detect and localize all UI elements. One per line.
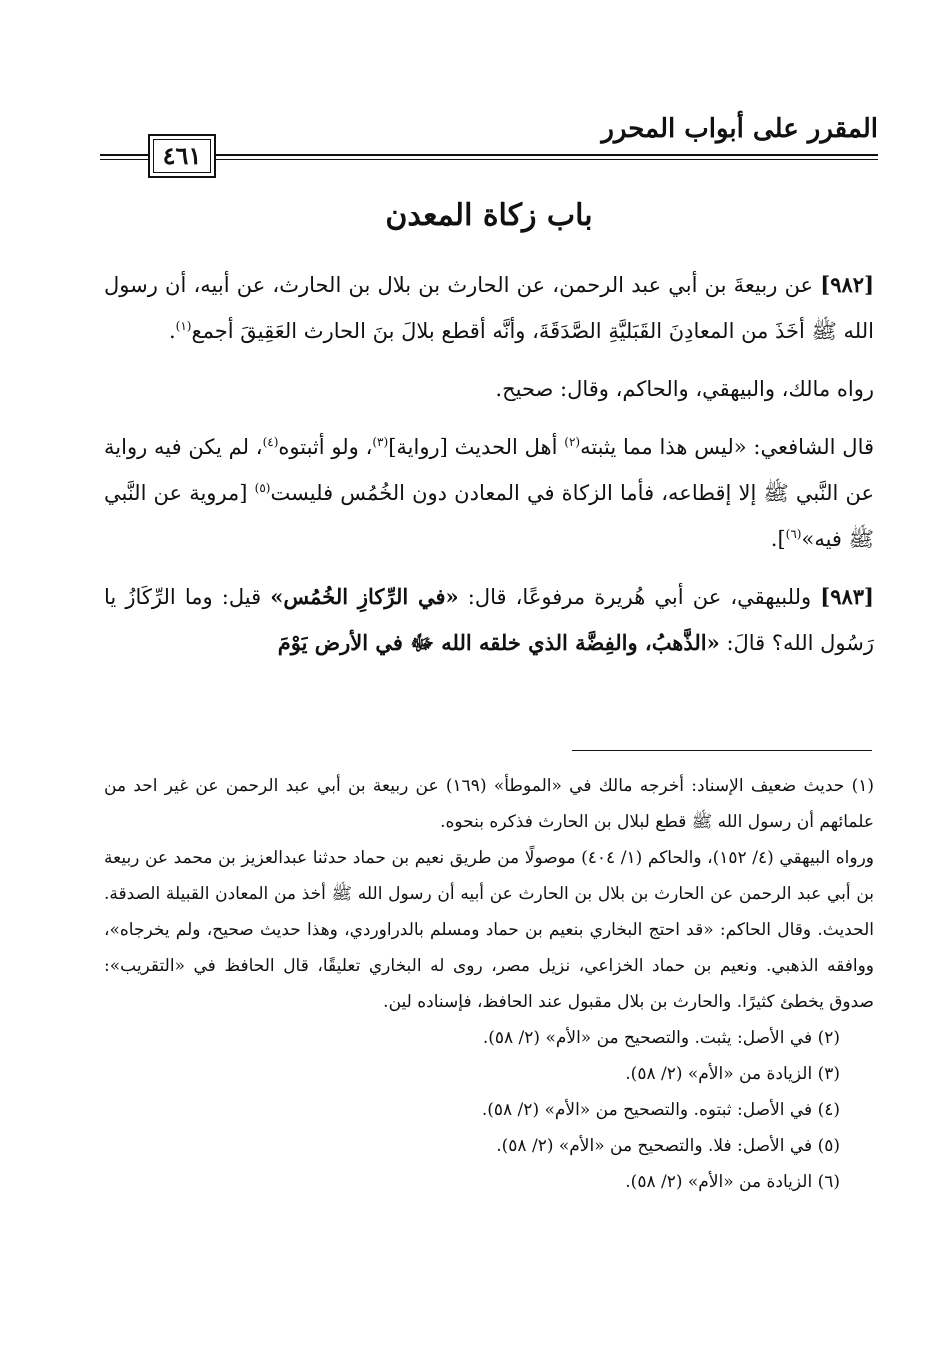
book-title: المقرر على أبواب المحرر xyxy=(601,114,878,144)
page-number: ٤٦١ xyxy=(162,141,202,170)
shafii-quote xyxy=(104,424,874,562)
hadith-number: [٩٨٣] xyxy=(820,584,874,609)
footnotes xyxy=(104,768,874,1200)
hadith-983 xyxy=(104,574,874,666)
narration-line: رواه مالك، والبيهقي، والحاكم، وقال: صحيح. xyxy=(495,377,874,401)
footnote-2: (٢) في الأصل: يثبت. والتصحيح من «الأم» (٢/ ٥٨). xyxy=(482,1028,840,1048)
footnote-1: (١) حديث ضعيف الإسناد: أخرجه مالك في «الموطأ» (١٦٩) عن ربيعة بن أبي عبد الرحمن عن غير احد من علمائهم أن رسول الله ﷺ قطع لبلال بن الحارث فذكره بنحوه. xyxy=(104,776,874,832)
footnote-5: (٥) في الأصل: فلا. والتصحيح من «الأم» (٢/ ٥٨). xyxy=(496,1136,840,1156)
main-text xyxy=(104,262,874,678)
running-header xyxy=(100,112,878,172)
quote-part: ، ولو أثبتوه xyxy=(278,435,373,459)
hadith-text: وللبيهقي، عن أبي هُريرة مرفوعًا، قال: xyxy=(458,585,821,609)
chapter-title: باب زكاة المعدن xyxy=(385,198,593,233)
footnote-ref-4: (٤) xyxy=(262,435,279,449)
quote-part: أهل الحديث [رواية] xyxy=(388,435,565,459)
hadith-text: عن ربيعةَ بن أبي عبد الرحمن، عن الحارث بن بلال بن الحارث، عن أبيه، أن رسول الله ﷺ أخَذَ من المعادِنَ القَبَليَّةِ الصَّدَقَةَ، وأنَّه أقطع بلالَ بنَ الحارث العَقِيقَ أجمع xyxy=(104,273,874,343)
header-rule-thin xyxy=(100,159,878,160)
hadith-982 xyxy=(104,262,874,354)
hadith-quote: «الذَّهبُ، والفِضَّة الذي خلقه الله ﷻ في الأرض يَوْمَ xyxy=(277,630,720,655)
footnote-ref-3: (٣) xyxy=(372,435,389,449)
hadith-number: [٩٨٢] xyxy=(820,272,874,297)
quote-part: [مروية عن النَّبي ﷺ فيه» xyxy=(104,481,874,551)
page-number-box xyxy=(148,134,216,178)
hadith-text: قيل: وما الرِّكَازُ يا رَسُول الله؟ قالَ: xyxy=(104,585,874,655)
footnote-4: (٤) في الأصل: ثبتوه. والتصحيح من «الأم» (٢/ ٥٨). xyxy=(481,1100,840,1120)
footnote-ref-5: (٥) xyxy=(254,481,271,495)
footnote-ref-1: (١) xyxy=(175,319,192,333)
quote-part: قال الشافعي: «ليس هذا مما يثبته xyxy=(580,435,874,459)
quote-part: ]. xyxy=(770,527,786,551)
hadith-quote: «في الرِّكازِ الخُمُس» xyxy=(270,584,459,609)
quote-part: ، لم يكن فيه رواية عن النَّبي ﷺ إلا إقطاعه، فأما الزكاة في المعادن دون الخُمُس فليست xyxy=(104,435,874,505)
footnote-ref-2: (٢) xyxy=(564,435,581,449)
footnote-1-continued: ورواه البيهقي (٤/ ١٥٢)، والحاكم (١/ ٤٠٤) موصولًا من طريق نعيم بن حماد حدثنا عبدالعزيز بن محمد عن ربيعة بن أبي عبد الرحمن عن الحارث بن بلال بن الحارث عن أبيه أن رسول الله ﷺ أخذ من المعادن القبيلة الصدقة. الحديث. وقال الحاكم: «قد احتج البخاري بنعيم بن حماد ومسلم بالدراوردي، وهذا حديث صحيح، ولم يخرجاه»، ووافقه الذهبي. ونعيم بن حماد الخزاعي، نزيل مصر، روى له البخاري تعليقًا، قال الحافظ في «التقريب»: صدوق يخطئ كثيرًا. والحارث بن بلال مقبول عند الحافظ، فإسناده لين. xyxy=(104,848,874,1012)
hadith-end: . xyxy=(168,319,176,343)
footnote-separator xyxy=(572,750,872,751)
page-number-frame xyxy=(153,139,211,173)
footnote-6: (٦) الزيادة من «الأم» (٢/ ٥٨). xyxy=(625,1172,840,1192)
footnote-ref-6: (٦) xyxy=(785,527,802,541)
header-rule xyxy=(100,154,878,156)
footnote-3: (٣) الزيادة من «الأم» (٢/ ٥٨). xyxy=(625,1064,840,1084)
